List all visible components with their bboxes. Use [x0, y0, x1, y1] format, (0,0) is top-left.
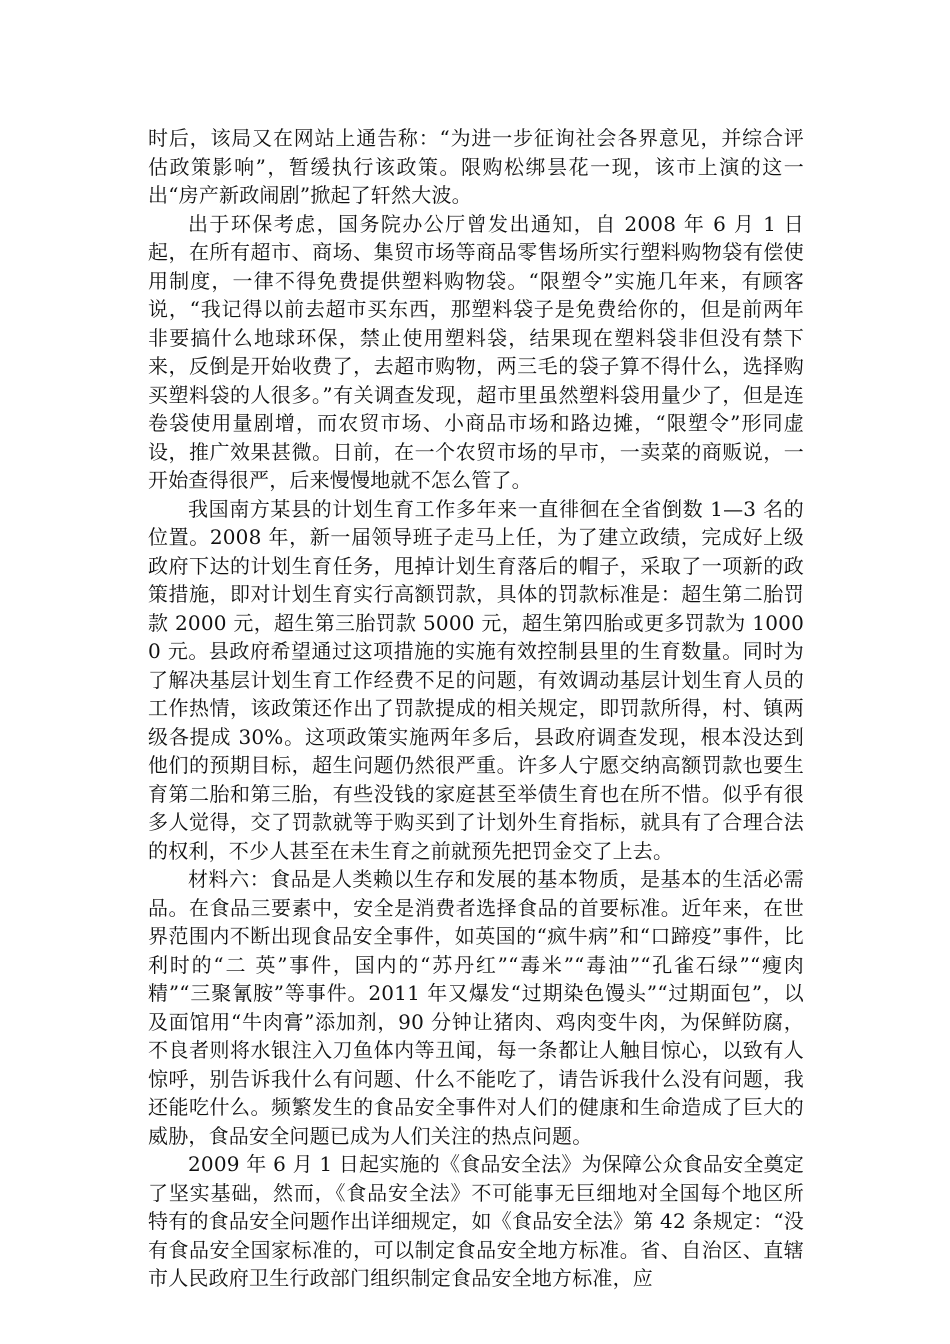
document-page — [148, 124, 804, 1293]
paragraph-food-safety-law: 2009 年 6 月 1 日起实施的《食品安全法》为保障公众食品安全奠定了坚实基础，然而，《食品安全法》不可能事无巨细地对全国每个地区所特有的食品安全问题作出详细规定，如《食品安全法》第 42 条规定：“没有食品安全国家标准的，可以制定食品安全地方标准。省、自治区、直辖市人民政府卫生行政部门组织制定食品安全地方标准，应 — [148, 1152, 804, 1290]
paragraph-plastic-bag-ban: 出于环保考虑，国务院办公厅曾发出通知，自 2008 年 6 月 1 日起，在所有超市、商场、集贸市场等商品零售场所实行塑料购物袋有偿使用制度，一律不得免费提供塑料购物袋。“限塑令”实施几年来，有顾客说，“我记得以前去超市买东西，那塑料袋子是免费给你的，但是前两年非要搞什么地球环保，禁止使用塑料袋，结果现在塑料袋非但没有禁下来，反倒是开始收费了，去超市购物，两三毛的袋子算不得什么，选择购买塑料袋的人很多。”有关调查发现，超市里虽然塑料袋用量少了，但是连卷袋使用量剧增，而农贸市场、小商品市场和路边摊，“限塑令”形同虚设，推广效果甚微。日前，在一个农贸市场的早市，一卖菜的商贩说，一开始查得很严，后来慢慢地就不怎么管了。 — [148, 211, 804, 492]
paragraph-material-six-food-safety: 材料六：食品是人类赖以生存和发展的基本物质，是基本的生活必需品。在食品三要素中，安全是消费者选择食品的首要标准。近年来，在世界范围内不断出现食品安全事件，如英国的“疯牛病”和“口蹄疫”事件，比利时的“二 英”事件，国内的“苏丹红”“毒米”“毒油”“孔雀石绿”“瘦肉精”“三聚氰胺”等事件。2011 年又爆发“过期染色馒头”“过期面包”，以及面馆用“牛肉膏”添加剂，90 分钟让猪肉、鸡肉变牛肉，为保鲜防腐，不良者则将水银注入刀鱼体内等丑闻，每一条都让人触目惊心，以致有人惊呼，别告诉我什么有问题、什么不能吃了，请告诉我什么没有问题，我还能吃什么。频繁发生的食品安全事件对人们的健康和生命造成了巨大的威胁，食品安全问题已成为人们关注的热点问题。 — [148, 867, 804, 1148]
paragraph-family-planning-fines: 我国南方某县的计划生育工作多年来一直徘徊在全省倒数 1—3 名的位置。2008 年，新一届领导班子走马上任，为了建立政绩，完成好上级政府下达的计划生育任务，甩掉计划生育落后的帽子，采取了一项新的政策措施，即对计划生育实行高额罚款，具体的罚款标准是：超生第二胎罚款 2000 元，超生第三胎罚款 5000 元，超生第四胎或更多罚款为 10000 元。县政府希望通过这项措施的实施有效控制县里的生育数量。同时为了解决基层计划生育工作经费不足的问题，有效调动基层计划生育人员的工作热情，该政策还作出了罚款提成的相关规定，即罚款所得，村、镇两级各提成 30%。这项政策实施两年多后，县政府调查发现，根本没达到他们的预期目标，超生问题仍然很严重。许多人宁愿交纳高额罚款也要生育第二胎和第三胎，有些没钱的家庭甚至举债生育也在所不惜。似乎有很多人觉得，交了罚款就等于购买到了计划外生育指标，就具有了合理合法的权利，不少人甚至在未生育之前就预先把罚金交了上去。 — [148, 496, 804, 863]
paragraph-housing-policy: 时后，该局又在网站上通告称：“为进一步征询社会各界意见，并综合评估政策影响”，暂缓执行该政策。限购松绑昙花一现，该市上演的这一出“房产新政闹剧”掀起了轩然大波。 — [148, 126, 804, 207]
